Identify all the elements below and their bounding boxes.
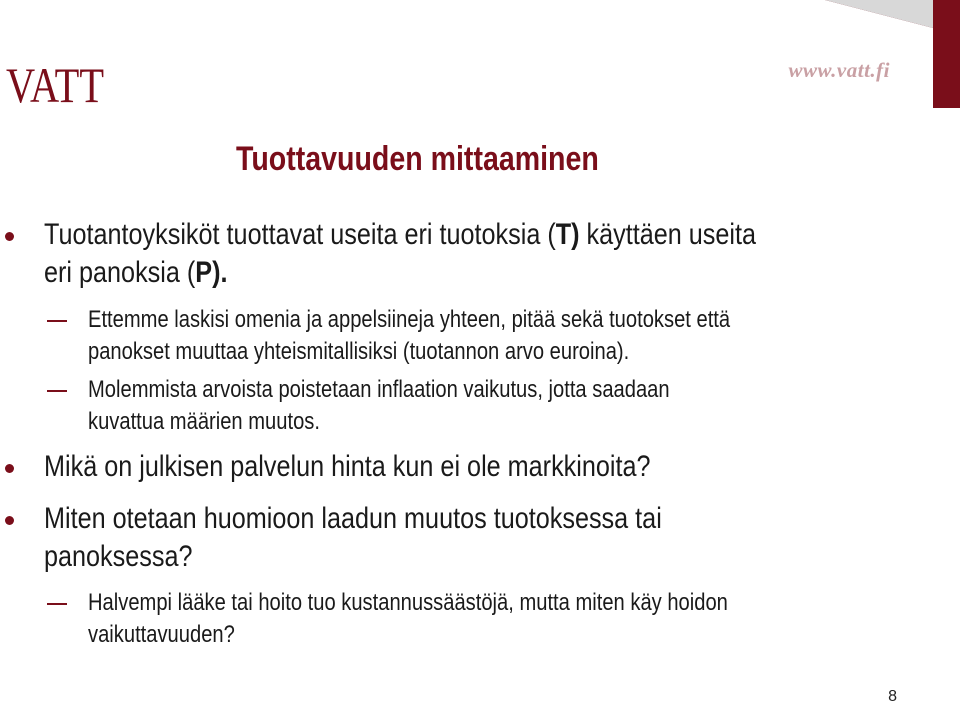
text-span: käyttäen useita (579, 218, 757, 251)
sub-bullet-1-line-1: Ettemme laskisi omenia ja appelsiineja yhteen, pitää sekä tuotokset että (88, 306, 731, 333)
bullet-3-line-2: panoksessa? (44, 540, 193, 573)
bullet-dot (5, 516, 14, 525)
dash-marker (47, 603, 67, 605)
sub-bullet-2-line-1: Molemmista arvoista poistetaan inflaation vaikutus, jotta saadaan (88, 376, 670, 403)
corner-decoration (825, 0, 960, 108)
bullet-dot (5, 464, 14, 473)
bullet-dot (5, 232, 14, 241)
text-span: Tuotantoyksiköt tuottavat useita eri tuotoksia ( (44, 218, 556, 251)
sub-bullet-3-line-1: Halvempi lääke tai hoito tuo kustannussäästöjä, mutta miten käy hoidon (88, 589, 728, 616)
page-number: 8 (888, 688, 897, 705)
bold-text-t: T) (555, 218, 580, 251)
bold-text-p: P). (195, 256, 228, 289)
bullet-1-line-1 (44, 218, 756, 252)
bullet-3-line-1: Miten otetaan huomioon laadun muutos tuotoksessa tai (44, 502, 662, 535)
dash-marker (47, 390, 67, 392)
logo-text: VATT (6, 57, 104, 113)
text-span: eri panoksia ( (44, 256, 196, 289)
site-url: www.vatt.fi (788, 58, 890, 82)
vatt-logo (6, 56, 106, 113)
sub-bullet-1-line-2: panokset muuttaa yhteismitallisiksi (tuotannon arvo euroina). (88, 338, 630, 365)
slide-title: Tuottavuuden mittaaminen (236, 140, 599, 178)
sub-bullet-3-line-2: vaikuttavuuden? (88, 621, 235, 648)
bullet-1-line-2 (44, 256, 227, 290)
sub-bullet-2-line-2: kuvattua määrien muutos. (88, 408, 320, 435)
bullet-2-line-1: Mikä on julkisen palvelun hinta kun ei ole markkinoita? (44, 450, 651, 483)
dash-marker (47, 320, 67, 322)
